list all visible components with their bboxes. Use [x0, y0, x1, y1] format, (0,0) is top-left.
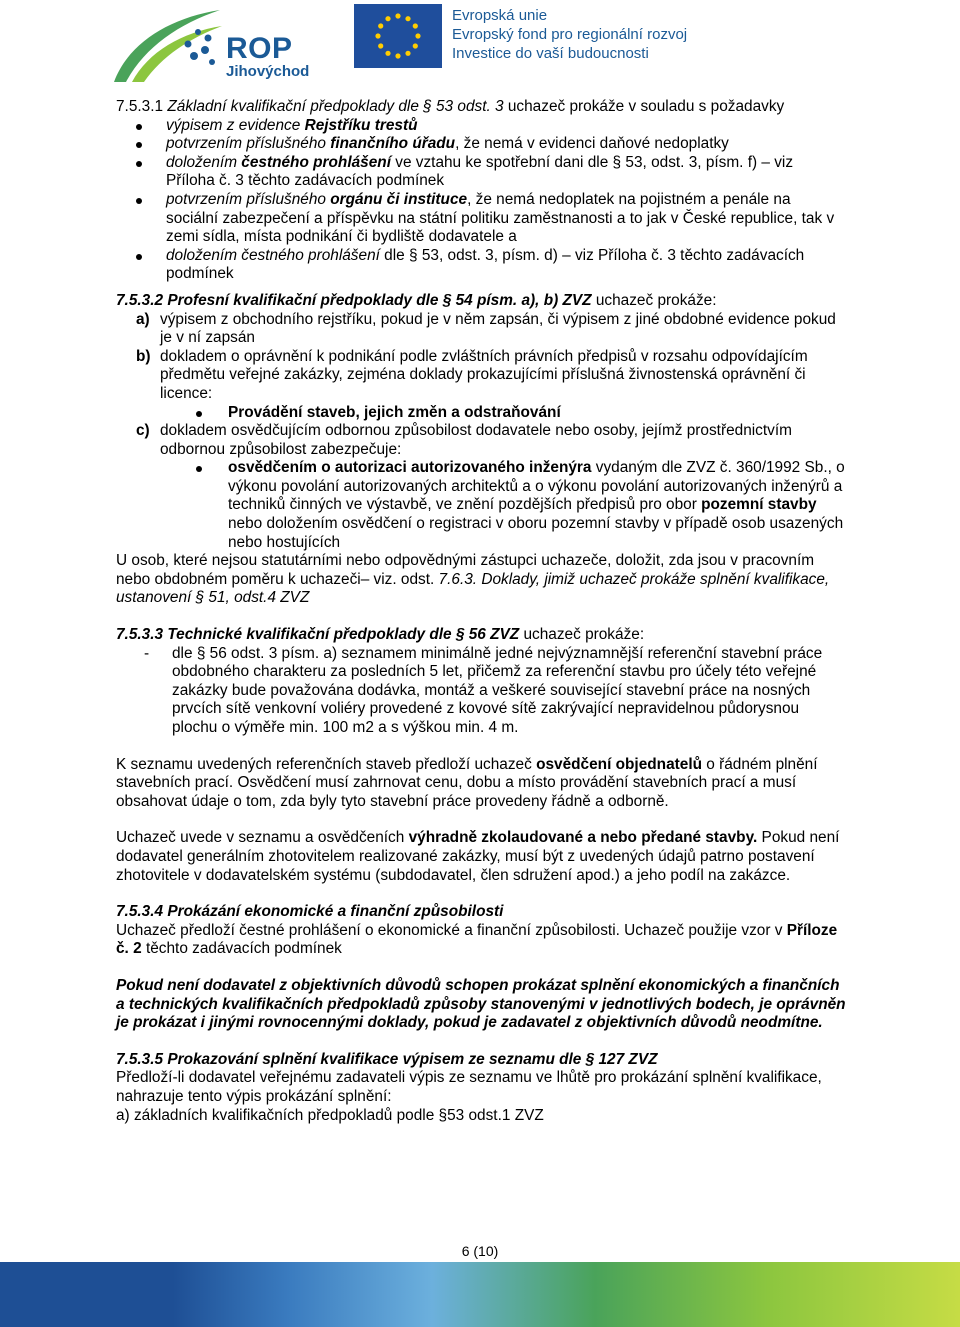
eu-star-icon [378, 43, 383, 48]
eu-text [452, 6, 687, 63]
eu-star-icon [413, 23, 418, 28]
eu-star-icon [375, 33, 380, 38]
paragraph: Předloží-li dodavatel veřejnému zadavateli výpis ze seznamu ve lhůtě pro prokázání splnění kvalifikace, nahrazuje tento výpis prokázání splnění: [116, 1069, 822, 1105]
rop-subtitle: Jihovýchod [226, 63, 310, 80]
eu-star-icon [413, 43, 418, 48]
eu-star-icon [405, 51, 410, 56]
section-7535-heading: 7.5.3.5 Prokazování splnění kvalifikace výpisem ze seznamu dle § 127 ZVZ [116, 1050, 658, 1068]
list-item: doložením čestného prohlášení ve vztahu ke spotřební dani dle § 53, odst. 3, písm. f) – viz Příloha č. 3 těchto zadávacích podmínek [116, 154, 846, 191]
eu-star-icon [395, 53, 400, 58]
list-item: výpisem z evidence Rejstříku trestů [116, 117, 846, 136]
list-item: - dle § 56 odst. 3 písm. a) seznamem minimálně jedné nejvýznamnější referenční stavební práce obdobného charakteru za posledních 5 let, přičemž za referenční stavbu pro účely této veřejné zakázky bude považována dodávka, montáž a veškeré související stavební práce na nosných prvcích sítě venkovní voliéry provedené z kovové sítě zakrývající nepravidelnou půdorysnou plochu o výměře min. 100 m2 a s výškou min. 4 m. [144, 644, 823, 736]
eu-star-icon [415, 33, 420, 38]
paragraph: Uchazeč předloží čestné prohlášení o ekonomické a finanční způsobilosti. Uchazeč použije vzor v Příloze č. 2 těchto zadávacích podmínek [116, 921, 838, 958]
eu-star-icon [385, 16, 390, 21]
section-7534-heading: 7.5.3.4 Prokázání ekonomické a finanční způsobilosti [116, 903, 504, 921]
section-number: 7.5.3.1 [116, 98, 164, 115]
rop-title: ROP [226, 32, 293, 65]
section-7532-heading: 7.5.3.2 Profesní kvalifikační předpoklady dle § 54 písm. a), b) ZVZ uchazeč prokáže: [116, 291, 717, 309]
document-body [116, 98, 846, 1125]
section-title: Základní kvalifikační předpoklady dle § 53 odst. 3 [167, 98, 504, 115]
paragraph: a) základních kvalifikačních předpokladů podle §53 odst.1 ZVZ [116, 1106, 544, 1124]
list-item: potvrzením příslušného orgánu či instituce, že nemá nedoplatek na pojistném a penále na sociální zabezpečení a příspěvku na státní politiku zaměstnanosti a to jak v České republice, tak v zemi sídla, místa podnikání či bydliště dodavatele a [116, 191, 846, 247]
eu-line-1: Evropská unie [452, 7, 548, 24]
list-item: potvrzením příslušného finančního úřadu, že nemá v evidenci daňové nedoplatky [116, 135, 846, 154]
eu-line-2: Evropský fond pro regionální rozvoj [452, 26, 688, 43]
page-number: 6 (10) [461, 1243, 499, 1259]
list-item: osvědčením o autorizaci autorizovaného inženýra vydaným dle ZVZ č. 360/1992 Sb., o výkonu povolání autorizovaných architektů a o výkonu povolání autorizovaných inženýrů a techniků činných ve výstavbě, ve znění pozdějších předpisů pro obor pozemní stavby nebo doložením osvědčení o registraci v oboru pozemní stavby v případě osob usazených nebo hostujících [116, 459, 846, 552]
list-item-c: c) dokladem osvědčujícím odbornou způsobilost dodavatele nebo osoby, jejímž prostřednictvím odbornou způsobilost zabezpečuje: [136, 422, 792, 458]
eu-star-icon [385, 51, 390, 56]
paragraph: Uchazeč uvede v seznamu a osvědčeních výhradně zkolaudované a nebo předané stavby. Pokud není dodavatel generálním zhotovitelem realizované zakázky, musí být z uvedených údajů patrno postavení zhotovitele v dodavatelském systému (subdodavatel, člen sdružení apod.) a jeho podíl na zakázce. [116, 829, 840, 884]
eu-star-icon [395, 13, 400, 18]
footer-color-bar [0, 1262, 960, 1327]
note-paragraph: U osob, které nejsou statutárními nebo odpovědnými zástupci uchazeče, doložit, zda jsou v pracovním nebo obdobném poměru k uchazeči– viz. odst. 7.6.3. Doklady, jimiž uchazeč prokáže splnění kvalifikace, ustanovení § 51, odst.4 ZVZ [116, 552, 830, 607]
list-item: Provádění staveb, jejich změn a odstraňování [116, 404, 846, 423]
section-7533-heading: 7.5.3.3 Technické kvalifikační předpoklady dle § 56 ZVZ uchazeč prokáže: [116, 626, 645, 644]
list-item-b: b) dokladem o oprávnění k podnikání podle zvláštních právních předpisů v rozsahu odpovídajícím předmětu veřejné zakázky, zejména doklady prokazujícími příslušná živnostenská oprávnění či licence: [136, 347, 808, 402]
eu-line-3: Investice do vaší budoucnosti [452, 45, 649, 62]
page-header [0, 0, 960, 90]
list-item: doložením čestného prohlášení dle § 53, odst. 3, písm. d) – viz Příloha č. 3 těchto zadávacích podmínek [116, 247, 846, 284]
eu-flag [354, 4, 442, 68]
eu-star-icon [405, 16, 410, 21]
section-7531-heading: 7.5.3.1 Základní kvalifikační předpoklady dle § 53 odst. 3 uchazeč prokáže v souladu s požadavky [116, 98, 785, 115]
emphasis-paragraph: Pokud není dodavatel z objektivních důvodů schopen prokázat splnění ekonomických a finančních a technických kvalifikačních předpokladů způsoby stanovenými v jednotlivých bodech, je oprávněn je prokázat i jinými rovnocennými doklady, pokud je zadavatel z objektivních důvodů neodmítne. [116, 976, 846, 1032]
paragraph: K seznamu uvedených referenčních staveb předloží uchazeč osvědčení objednatelů o řádném plnění stavebních prací. Osvědčení musí zahrnovat cenu, dobu a místo provádění stavebních prací a musí obsahovat údaje o tom, zda byly tyto stavební práce provedeny řádně a odborně. [116, 755, 818, 810]
eu-star-icon [378, 23, 383, 28]
list-item-a: a) výpisem z obchodního rejstříku, pokud je v něm zapsán, či výpisem z jiné obdobné evidence pokud je v ní zapsán [136, 310, 836, 347]
